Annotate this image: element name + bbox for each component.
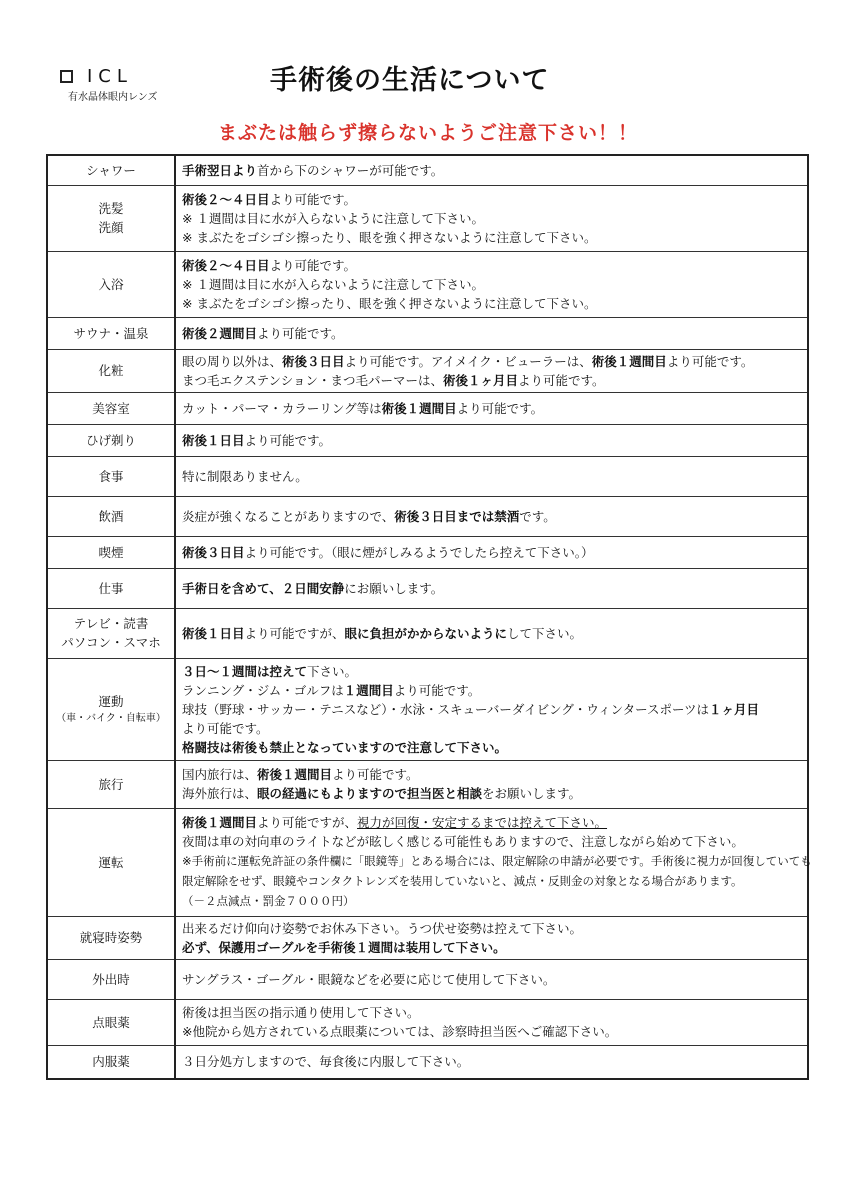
row-label — [47, 959, 175, 999]
content-segment: より可能です。 — [257, 325, 344, 341]
header — [0, 52, 842, 122]
row-label-text: 入浴 — [98, 276, 124, 292]
content-segment: より可能です。 — [332, 767, 419, 782]
table-row — [47, 608, 808, 658]
content-segment: 術後２～４日目 — [182, 257, 270, 273]
row-content — [175, 251, 808, 317]
content-line — [182, 1022, 801, 1041]
row-label — [47, 392, 175, 424]
row-content — [175, 916, 808, 959]
content-line — [182, 738, 801, 757]
row-label-text: 外出時 — [92, 971, 130, 987]
table-row — [47, 424, 808, 456]
content-segment: 術後１週間目 — [257, 767, 333, 782]
content-line — [182, 919, 801, 938]
row-label — [47, 658, 175, 760]
content-segment: 術後２週間目 — [182, 325, 258, 341]
page-title: 手術後の生活について — [270, 65, 550, 96]
content-line — [182, 352, 801, 371]
content-line — [182, 871, 801, 891]
icl-marker — [60, 66, 133, 87]
content-segment: より可能です。 — [393, 682, 481, 698]
content-segment: 出来るだけ仰向け姿勢でお休み下さい。うつ伏せ姿勢は控えて下さい。 — [182, 920, 583, 936]
content-segment: 眼に負担がかからないように — [344, 625, 508, 641]
content-segment: ３日分処方しますので、毎食後に内服して下さい。 — [182, 1054, 470, 1070]
content-line — [182, 507, 801, 526]
content-segment: 手術日を含めて、２日間安静 — [182, 580, 345, 596]
content-line — [182, 543, 801, 562]
content-segment: ※ １週間は目に水が入らないように注意して下さい。 — [182, 210, 484, 226]
content-segment: 首から下のシャワーが可能です。 — [257, 162, 444, 178]
row-content — [175, 959, 808, 999]
content-line — [182, 832, 801, 851]
content-segment: ※ まぶたをゴシゴシ擦ったり、眼を強く押さないように注意して下さい。 — [182, 229, 597, 245]
content-segment: より可能です。 — [456, 400, 544, 416]
content-line — [182, 228, 801, 247]
row-label — [47, 568, 175, 608]
content-segment: 術後１週間目 — [591, 353, 667, 369]
content-line — [182, 719, 801, 738]
content-segment: ※ １週間は目に水が入らないように注意して下さい。 — [182, 276, 484, 292]
content-segment: より可能です。 — [244, 432, 332, 448]
row-label-text: ひげ剃り — [85, 432, 136, 448]
row-label-text: テレビ・読書 — [73, 616, 149, 631]
table-row — [47, 959, 808, 999]
content-segment: 球技（野球・サッカー・テニスなど）・水泳・スキューバーダイビング・ウィンタースポーツは — [182, 701, 710, 717]
table-row — [47, 536, 808, 568]
content-segment: 術後１週間目 — [381, 400, 457, 416]
row-label-text: 飲酒 — [98, 508, 124, 524]
row-label — [47, 424, 175, 456]
row-label-text: 運動 — [98, 693, 124, 709]
content-line — [182, 431, 801, 450]
content-line — [182, 624, 801, 643]
content-segment: より可能です。 — [666, 353, 754, 369]
content-segment: より可能です。 — [182, 720, 269, 736]
content-line — [182, 891, 801, 911]
content-segment: 術後１日目 — [182, 432, 245, 448]
content-segment: 夜間は車の対向車のライトなどが眩しく感じる可能性もありますので、注意しながら始めて下さい。 — [182, 834, 744, 849]
row-label — [47, 808, 175, 916]
row-label — [47, 1045, 175, 1079]
content-segment: 格闘技は術後も禁止となっていますので注意して下さい。 — [182, 739, 508, 755]
content-line — [182, 399, 801, 418]
content-segment: ※ まぶたをゴシゴシ擦ったり、眼を強く押さないように注意して下さい。 — [182, 295, 597, 311]
row-content — [175, 496, 808, 536]
row-label-text: 食事 — [98, 468, 124, 484]
row-label-text: 点眼薬 — [92, 1014, 130, 1030]
content-line — [182, 765, 801, 784]
content-segment: より可能です。 — [269, 191, 357, 207]
row-label — [47, 185, 175, 251]
row-label — [47, 251, 175, 317]
content-segment: より可能です。アイメイク・ビューラーは、 — [344, 353, 592, 369]
row-label-text: 喫煙 — [98, 544, 124, 560]
row-label — [47, 155, 175, 185]
content-segment: 特に制限ありません。 — [182, 468, 308, 484]
row-label — [47, 456, 175, 496]
table-row — [47, 251, 808, 317]
content-segment: ランニング・ジム・ゴルフは — [182, 682, 344, 698]
content-line — [182, 1052, 801, 1071]
row-label-text: 洗顔 — [98, 220, 124, 235]
row-content — [175, 999, 808, 1045]
row-content — [175, 317, 808, 349]
row-label-text: 洗髪 — [98, 201, 124, 216]
row-content — [175, 808, 812, 916]
content-segment: 国内旅行は、 — [182, 767, 258, 782]
row-label-text: 仕事 — [98, 580, 124, 596]
row-label-text: シャワー — [86, 162, 136, 178]
row-content — [175, 155, 808, 185]
row-content — [175, 424, 808, 456]
content-line — [182, 1003, 801, 1022]
content-segment: １ヶ月目 — [709, 701, 760, 717]
table-row — [47, 155, 808, 185]
table-row — [47, 916, 808, 959]
table-row — [47, 1045, 808, 1079]
rules-table — [46, 154, 812, 1080]
content-segment: 術後は担当医の指示通り使用して下さい。 — [182, 1005, 420, 1020]
table-row — [47, 808, 808, 916]
content-segment: より可能です。 — [517, 372, 605, 388]
content-segment: ※手術前に運転免許証の条件欄に「眼鏡等」とある場合には、限定解除の申請が必要です。手術後に視力が回復していても — [182, 854, 812, 868]
content-line — [182, 784, 801, 803]
row-label — [47, 496, 175, 536]
content-segment: ※他院から処方されている点眼薬については、診察時担当医へご確認下さい。 — [182, 1024, 618, 1039]
table-row — [47, 317, 808, 349]
row-content — [175, 568, 808, 608]
row-label-text: パソコン・スマホ — [61, 635, 161, 650]
row-content — [175, 608, 808, 658]
table-row — [47, 999, 808, 1045]
content-segment: カット・パーマ・カラーリング等は — [182, 400, 382, 416]
content-line — [182, 813, 801, 832]
content-segment: 眼の経過にもよりますので担当医と相談 — [257, 786, 483, 801]
content-segment: をお願いします。 — [482, 786, 582, 801]
row-content — [175, 392, 808, 424]
table-row — [47, 568, 808, 608]
row-content — [175, 1045, 808, 1079]
content-segment: 海外旅行は、 — [182, 786, 258, 801]
row-content — [175, 349, 808, 392]
content-line — [182, 681, 801, 700]
row-label-text: 化粧 — [98, 363, 124, 378]
content-line — [182, 938, 801, 957]
row-content — [175, 456, 808, 496]
content-line — [182, 190, 801, 209]
content-segment: 手術翌日より — [182, 162, 258, 178]
icl-label: ICL — [87, 66, 133, 87]
content-segment: 下さい。 — [307, 663, 358, 679]
content-line — [182, 851, 812, 871]
content-line — [182, 256, 801, 275]
content-line — [182, 275, 801, 294]
row-content — [175, 185, 808, 251]
row-label-text: 内服薬 — [92, 1054, 130, 1070]
content-line — [182, 662, 801, 681]
row-label — [47, 536, 175, 568]
content-segment: サングラス・ゴーグル・眼鏡などを必要に応じて使用して下さい。 — [182, 971, 556, 987]
content-segment: まつ毛エクステンション・まつ毛パーマーは、 — [182, 372, 443, 388]
content-line — [182, 970, 801, 989]
content-line — [182, 209, 801, 228]
content-segment: して下さい。 — [507, 625, 583, 641]
row-label-text: 旅行 — [98, 776, 124, 792]
content-segment: 術後３日目までは禁酒 — [394, 508, 520, 524]
icl-subtitle: 有水晶体眼内レンズ — [68, 92, 158, 103]
row-label — [47, 349, 175, 392]
content-segment: より可能ですが、 — [257, 815, 358, 830]
table-row — [47, 658, 808, 760]
content-line — [182, 371, 801, 390]
content-segment: ３日～１週間は控えて — [182, 663, 308, 679]
row-label-text: 運転 — [98, 854, 124, 870]
content-line — [182, 324, 801, 343]
content-line — [182, 700, 801, 719]
table-row — [47, 185, 808, 251]
row-label — [47, 760, 175, 808]
content-segment: より可能です。（眼に煙がしみるようでしたら控えて下さい。） — [244, 544, 594, 560]
content-segment: 術後３日目 — [282, 353, 345, 369]
row-label — [47, 317, 175, 349]
content-segment: 炎症が強くなることがありますので、 — [182, 508, 395, 524]
table-row — [47, 456, 808, 496]
content-segment: より可能です。 — [269, 257, 357, 273]
content-segment: 術後１週間目 — [182, 815, 258, 830]
content-segment: 限定解除をせず、眼鏡やコンタクトレンズを装用していないと、減点・反則金の対象となる場合があります。 — [182, 874, 743, 888]
table-row — [47, 392, 808, 424]
content-segment: 視力が回復・安定するまでは控えて下さい。 — [357, 815, 608, 830]
row-label-text: 美容室 — [92, 400, 130, 416]
table-row — [47, 496, 808, 536]
content-segment: （－２点減点・罰金７０００円） — [182, 894, 355, 908]
row-label-text: 就寝時姿勢 — [79, 930, 143, 945]
content-segment: 術後３日目 — [182, 544, 245, 560]
content-segment: です。 — [519, 508, 556, 524]
content-segment: １週間目 — [343, 682, 394, 698]
content-line — [182, 294, 801, 313]
content-segment: にお願いします。 — [344, 580, 444, 596]
row-content — [175, 760, 808, 808]
row-content — [175, 658, 808, 760]
content-line — [182, 467, 801, 486]
table-row — [47, 760, 808, 808]
row-label — [47, 608, 175, 658]
content-segment: 眼の周り以外は、 — [182, 353, 283, 369]
warning-notice: まぶたは触らず擦らないようご注意下さい！！ — [217, 122, 638, 144]
content-line — [182, 579, 801, 598]
content-segment: 術後２～４日目 — [182, 191, 270, 207]
row-label — [47, 916, 175, 959]
content-line — [182, 161, 801, 180]
row-content — [175, 536, 808, 568]
row-sublabel: （車・バイク・自転車） — [56, 712, 166, 724]
checkbox-icon[interactable] — [60, 70, 73, 83]
table-row — [47, 349, 808, 392]
row-label — [47, 999, 175, 1045]
content-segment: 必ず、保護用ゴーグルを手術後１週間は装用して下さい。 — [182, 939, 506, 955]
content-segment: 術後１ヶ月目 — [442, 372, 518, 388]
row-label-text: サウナ・温泉 — [73, 325, 149, 341]
content-segment: より可能ですが、 — [244, 625, 345, 641]
content-segment: 術後１日目 — [182, 625, 245, 641]
